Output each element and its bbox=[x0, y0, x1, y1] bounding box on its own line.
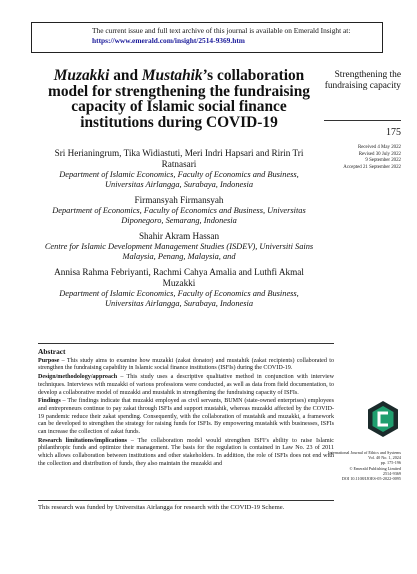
section-label: Design/methodology/approach bbox=[38, 374, 118, 381]
section-text: – The collaboration model would strengthen ISFI’s ability to raise Islamic philanthropic funds and optimize their management. The basis for the regulation is contained in Law No. 23 of 2011 which allows collaboration between institutions and other stakeholders. In addition, the role of ISFIs does not end with the collection and distribution of funds, they also maintain the muzakki and bbox=[38, 437, 334, 467]
submission-dates bbox=[324, 145, 401, 171]
title-muzakki: Muzakki bbox=[53, 67, 110, 84]
page-number: 175 bbox=[386, 127, 401, 138]
section-label: Research limitations/implications bbox=[38, 437, 128, 444]
abstract-findings bbox=[38, 398, 334, 437]
author-names: Annisa Rahma Febriyanti, Rachmi Cahya Amalia and Luthfi Akmal Muzakki bbox=[54, 267, 304, 288]
author-affiliation: Department of Islamic Economics, Faculty of Economics and Business, Universitas Airlangga, Surabaya, Indonesia bbox=[59, 289, 299, 308]
author-affiliation: Department of Islamic Economics, Faculty of Economics and Business, Universitas Airlangga, Surabaya, Indonesia bbox=[59, 170, 299, 189]
section-label: Purpose bbox=[38, 357, 60, 364]
author-names: Sri Herianingrum, Tika Widiastuti, Meri Indri Hapsari and Ririn Tri Ratnasari bbox=[54, 148, 304, 169]
journal-name: International Journal of Ethics and Systems bbox=[328, 450, 401, 455]
abstract-purpose bbox=[38, 358, 334, 373]
abstract-top-divider bbox=[38, 343, 334, 344]
title-rest: ’s collaboration model for strengthening the fundraising capacity of Islamic social finance institutions during COVID-19 bbox=[48, 67, 310, 131]
section-text: – The findings indicate that muzakki employed as civil servants, BUMN (state-owned enterprises) employees and entrepreneurs continue to pay zakat through ISFIs and support mustahik, whereas muzakki affected by the COVID-19 pandemic reduce their zakat spending. Consequently, with the collaboration of mustahik and muzakki, a framework can be developed to strengthen the strategy for raising funds for ISFIs. By empowering mustahik with businesses, ISFIs can increase the collection of zakat funds. bbox=[38, 398, 334, 436]
title-and: and bbox=[109, 67, 142, 84]
accepted-date: Accepted 21 September 2022 bbox=[343, 164, 401, 170]
sidebar-divider bbox=[324, 120, 401, 121]
abstract-limitations bbox=[38, 438, 334, 469]
abstract bbox=[38, 348, 334, 470]
author-names: Firmansyah Firmansyah bbox=[134, 195, 224, 205]
section-label: Findings bbox=[38, 398, 61, 405]
author-affiliation: Department of Economics, Faculty of Economics and Business, Universitas Diponegoro, Semarang, Indonesia bbox=[52, 206, 306, 225]
abstract-heading: Abstract bbox=[38, 347, 66, 356]
author-names: Shahir Akram Hassan bbox=[138, 231, 220, 241]
revised-date-2: 9 September 2022 bbox=[365, 158, 401, 164]
title-mustahik: Mustahik bbox=[141, 67, 203, 84]
journal-info bbox=[324, 450, 401, 481]
funding-footnote: This research was funded by Universitas Airlangga for research with the COVID-19 Scheme. bbox=[38, 504, 285, 511]
section-text: – This study uses a descriptive qualitative method in conjunction with interview techniques. Interviews with muzakki of various professions were conducted, as well as data from field documentation, to develop a collaborative model of muzakki and mustahik in strengthening the fundraising capacity of ISFIs. bbox=[38, 374, 334, 396]
journal-pages: pp. 175-196 bbox=[380, 460, 401, 466]
journal-logo-icon bbox=[367, 400, 399, 438]
author-list bbox=[44, 148, 314, 309]
revised-date: Revised 30 July 2022 bbox=[358, 151, 401, 157]
journal-volume: Vol. 40 No. 1, 2024 bbox=[368, 455, 401, 461]
availability-text: The current issue and full text archive of this journal is available on Emerald Insight at: bbox=[92, 26, 351, 35]
doi: DOI 10.1108/IJOES-05-2022-0095 bbox=[341, 476, 401, 482]
article-title bbox=[44, 68, 314, 130]
section-text: – This study aims to examine how muzakki (zakat donator) and mustahik (zakat recipients) collaborated to strengthen the fundraising capability in Islamic social finance institutions (ISFIs) during the COVID-19. bbox=[38, 357, 334, 372]
running-title: Strengthening the fundraising capacity bbox=[324, 70, 401, 91]
received-date: Received 4 May 2022 bbox=[357, 145, 401, 150]
publisher: © Emerald Publishing Limited bbox=[349, 465, 401, 471]
journal-link[interactable]: https://www.emerald.com/insight/2514-9369.htm bbox=[92, 36, 245, 45]
availability-notice bbox=[31, 22, 383, 53]
author-affiliation: Centre for Islamic Development Management Studies (ISDEV), Universiti Sains Malaysia, Penang, Malaysia, and bbox=[44, 242, 314, 261]
abstract-design bbox=[38, 374, 334, 397]
issn: 2514-9369 bbox=[382, 470, 401, 476]
footnote-divider bbox=[38, 500, 334, 501]
